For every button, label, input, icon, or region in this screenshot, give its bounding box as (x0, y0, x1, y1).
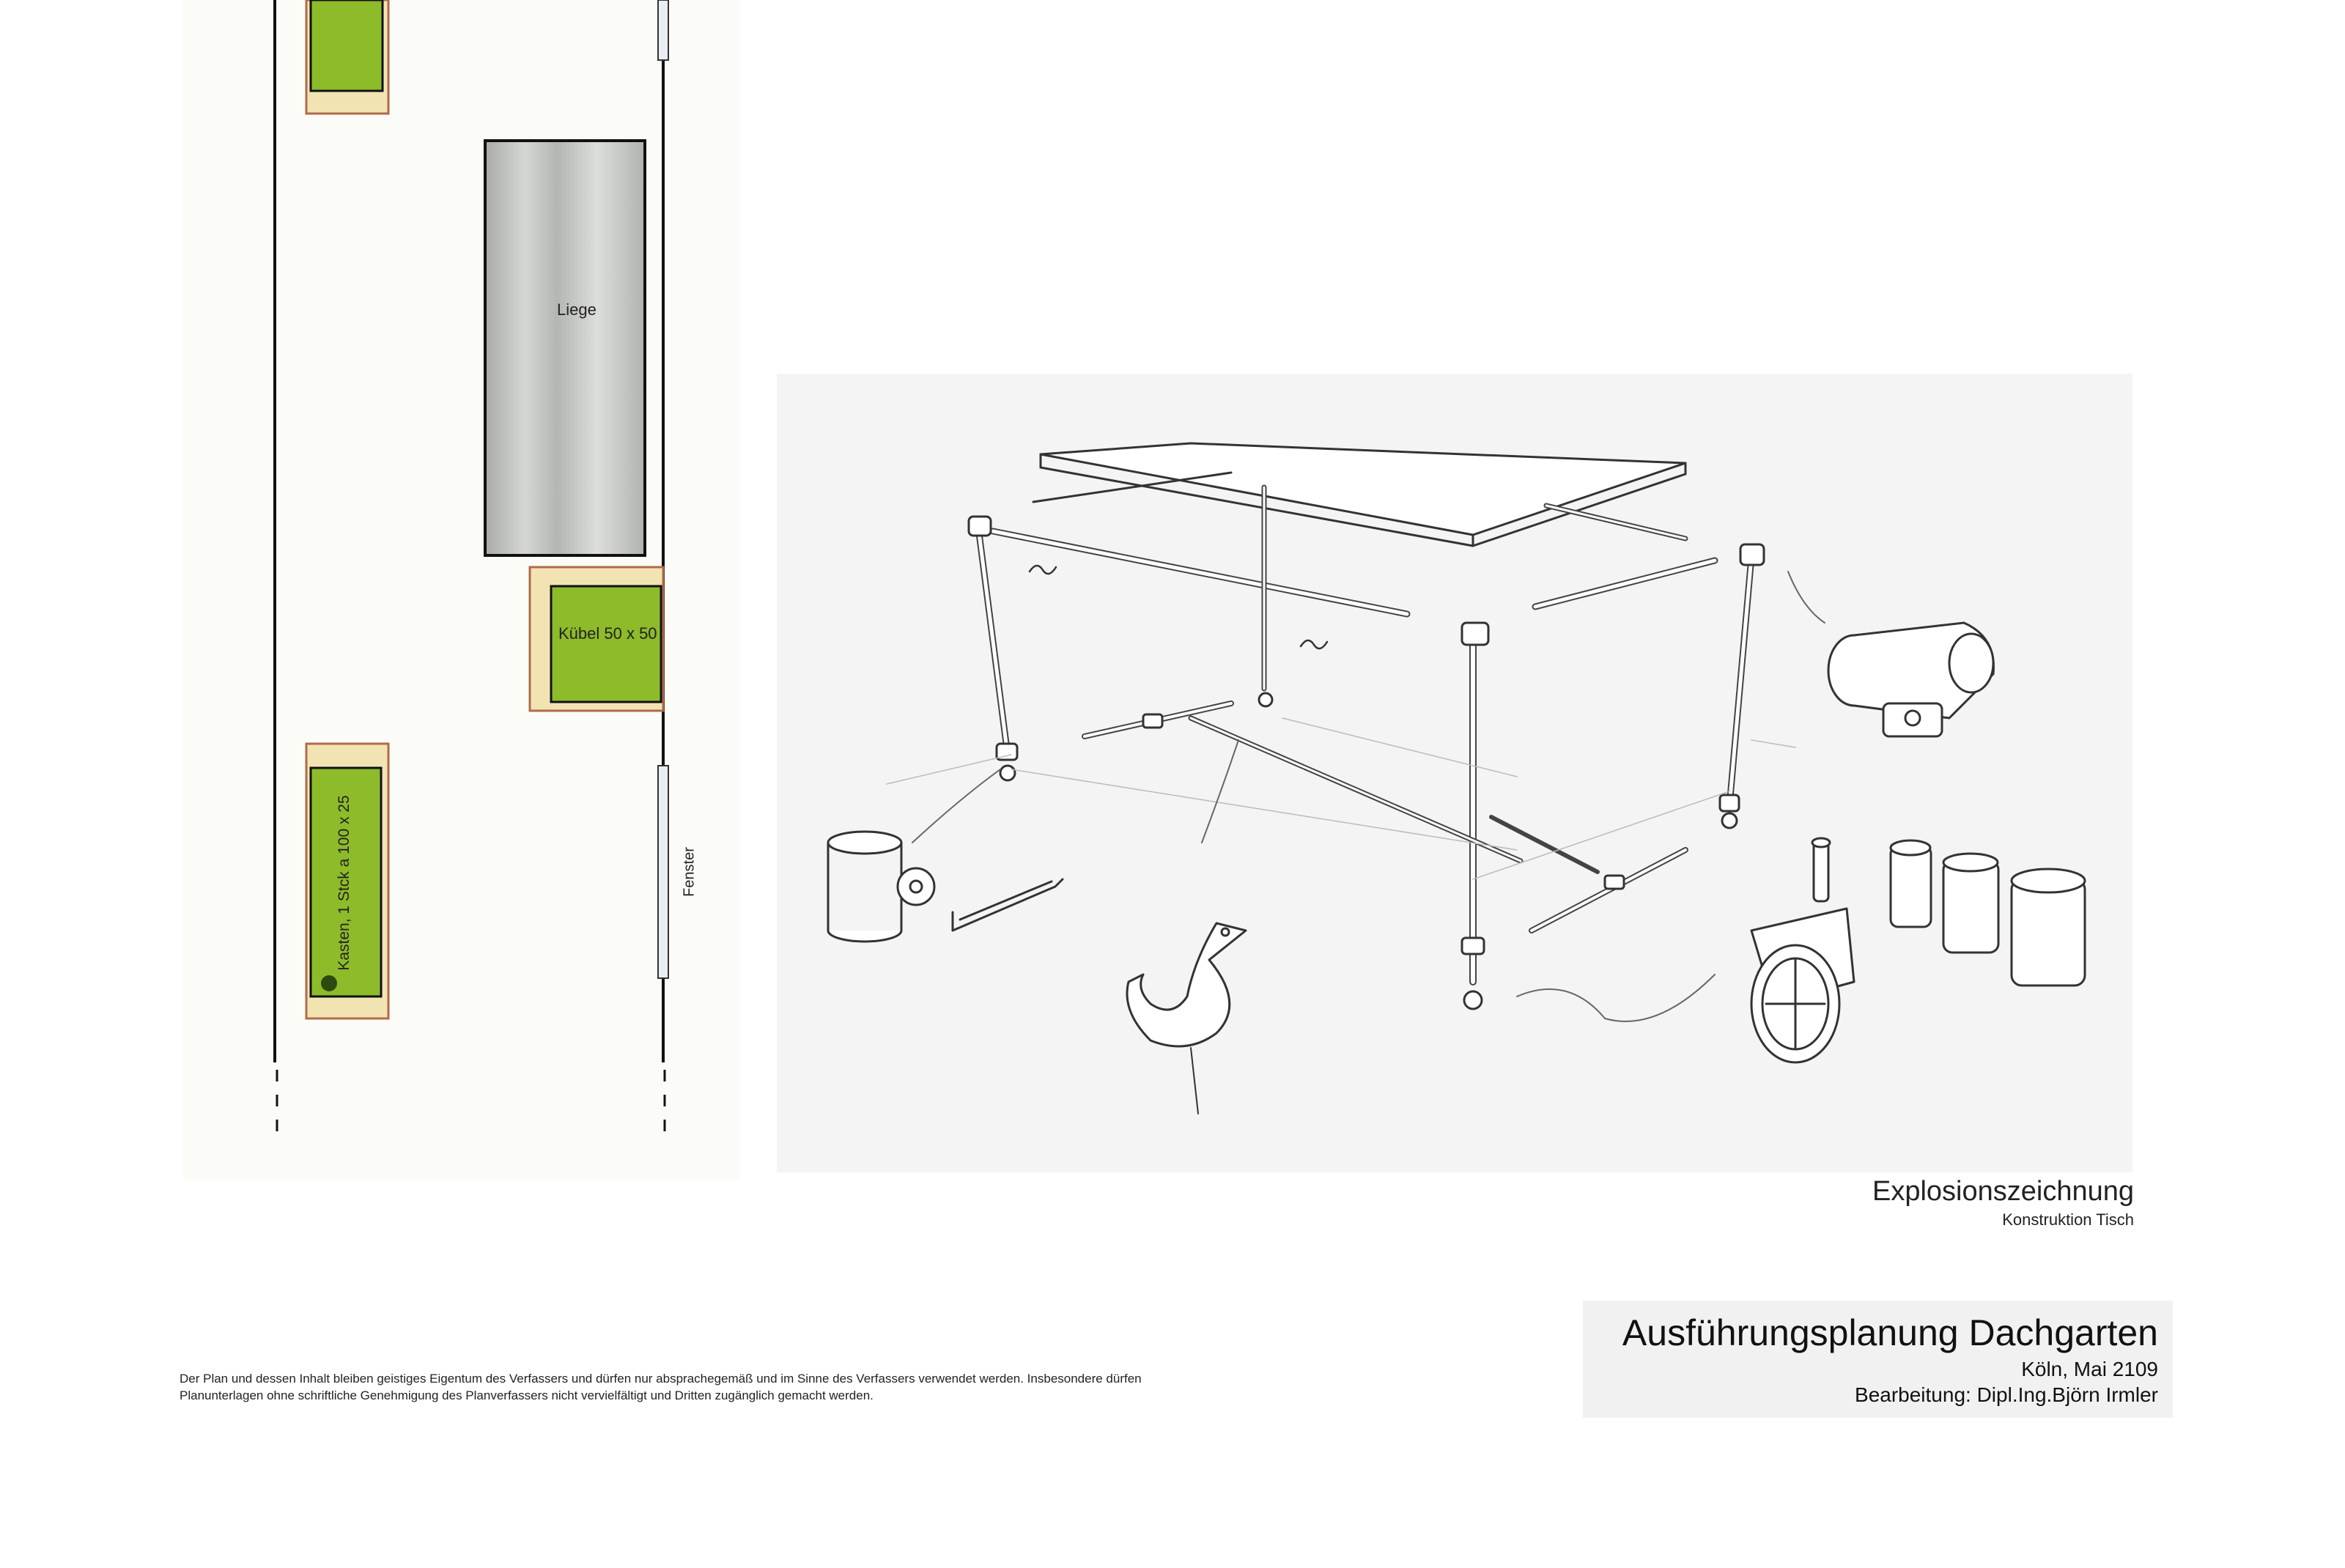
label-fenster: Fenster (681, 847, 698, 897)
kuebel-soil (551, 586, 661, 702)
construction-lines (887, 718, 1795, 879)
label-kasten: Kasten, 1 Stck a 100 x 25 (336, 795, 352, 971)
clamp-detail (828, 832, 934, 942)
sleeves-detail (1891, 840, 2085, 985)
planter-top-soil (311, 0, 383, 91)
tee-fitting-detail (1828, 623, 1994, 736)
caster-wheel-detail (1751, 838, 1854, 1062)
title-block (1583, 1301, 2173, 1418)
plan-place-date: Köln, Mai 2109 (2021, 1358, 2158, 1380)
plan-author: Bearbeitung: Dipl.Ing.Björn Irmler (1855, 1383, 2158, 1406)
label-kuebel: Kübel 50 x 50 (558, 624, 657, 643)
window-upper (658, 0, 668, 60)
lower-rails (1085, 703, 1685, 931)
allen-key (953, 879, 1063, 931)
table-top (1041, 443, 1685, 546)
hook-marks (1030, 566, 1327, 648)
kasten-corner-mark (321, 975, 337, 991)
sketch-caption-title: Explosionszeichnung (1872, 1176, 2134, 1207)
plan-title: Ausführungsplanung Dachgarten (1622, 1312, 2158, 1353)
exploded-view-panel (777, 374, 2132, 1172)
label-liege: Liege (557, 300, 597, 319)
lounger (485, 141, 645, 555)
floor-plan-drawing (0, 0, 747, 1187)
leg-casters (1000, 693, 1737, 1009)
sketch-caption-subtitle: Konstruktion Tisch (2002, 1210, 2134, 1229)
window-fenster (658, 766, 668, 978)
exploded-table-sketch (777, 374, 2132, 1172)
pipe-hanger (1127, 923, 1246, 1114)
copyright-disclaimer: Der Plan und dessen Inhalt bleiben geistiges Eigentum des Verfassers und dürfen nur absprachegemäß und im Sinne des Verfassers verwendet werden. Insbesondere dürfen Planunterlagen ohne schriftliche Genehmigung des Planverfassers nicht vervielfältigt und Dritten zugänglich gemacht werden. (180, 1372, 1142, 1402)
